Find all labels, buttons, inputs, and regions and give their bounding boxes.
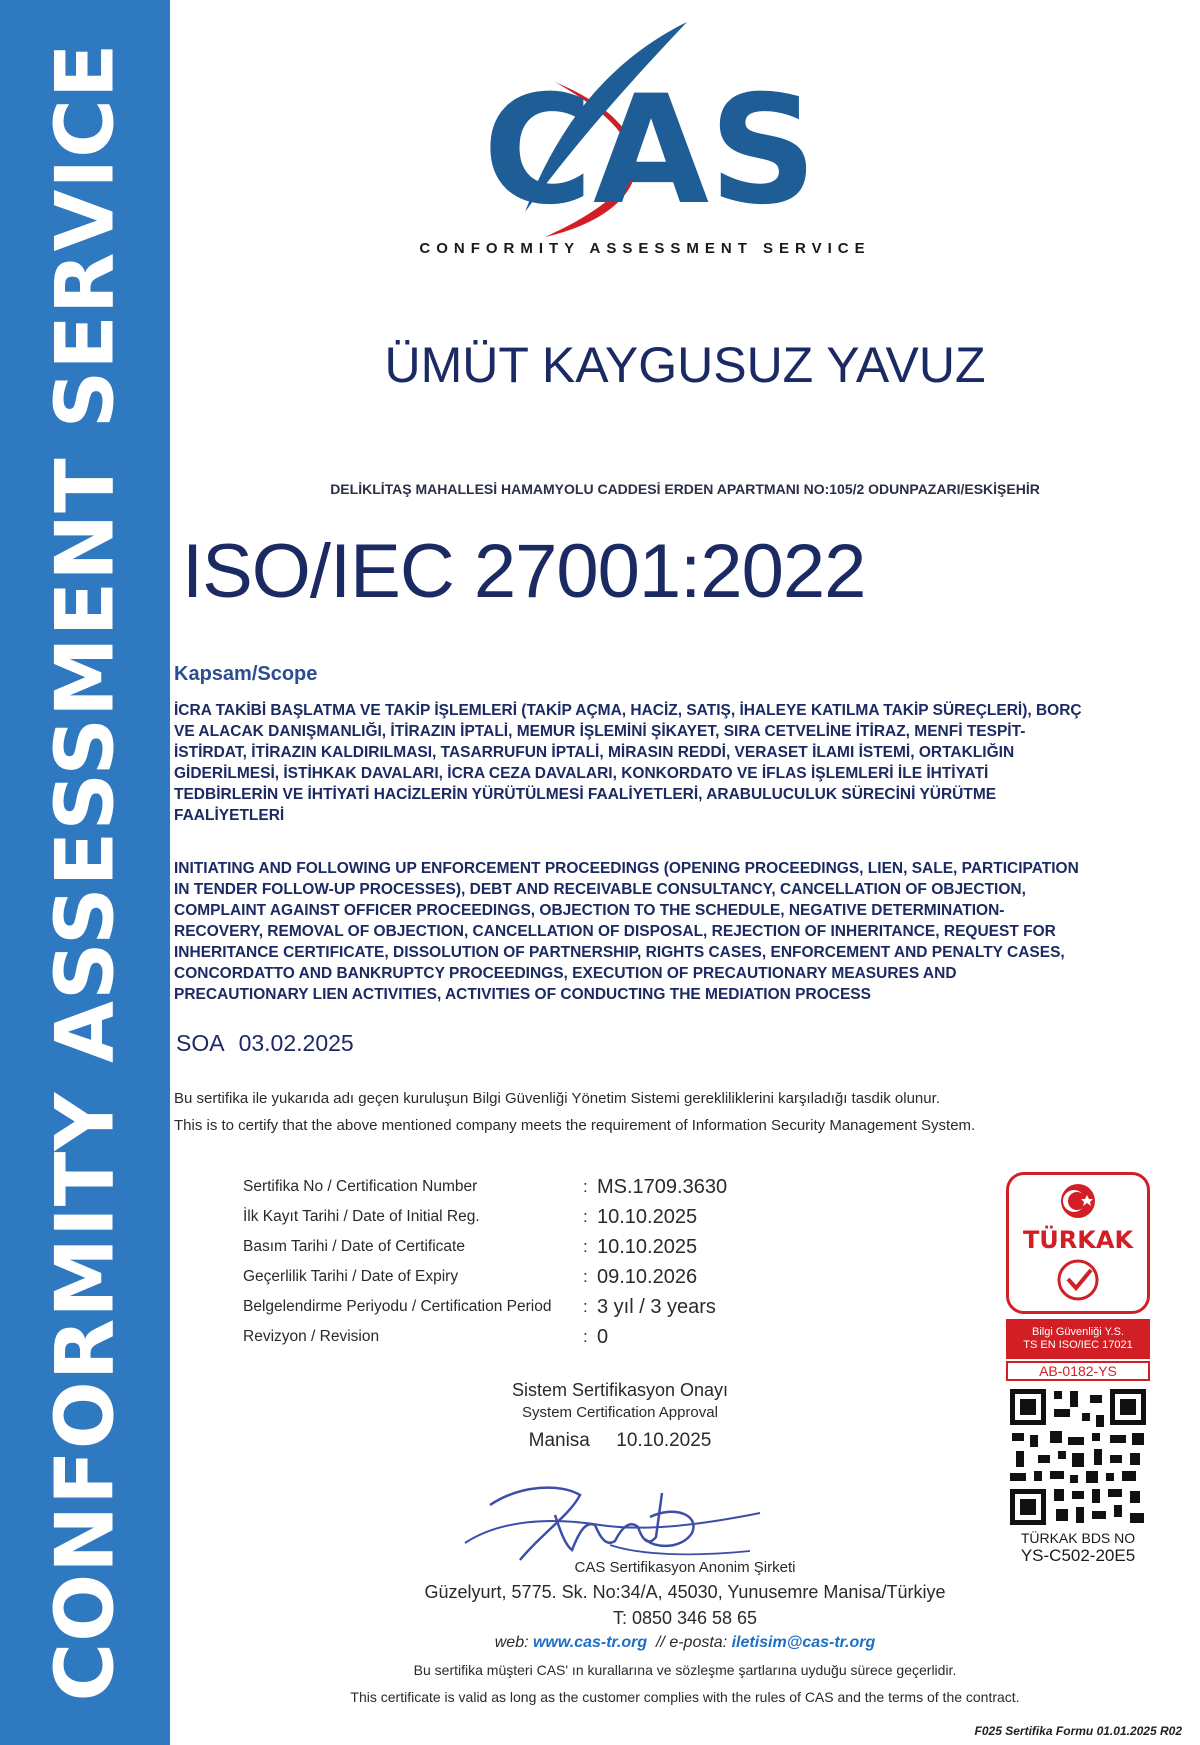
detail-value: 09.10.2026 bbox=[597, 1265, 698, 1288]
sidebar-title: CONFORMITY ASSESSMENT SERVICE bbox=[38, 42, 132, 1702]
detail-colon: : bbox=[583, 1267, 588, 1286]
turkak-accreditation-no: AB-0182-YS bbox=[1006, 1361, 1150, 1381]
footer-validity-tr: Bu sertifika müşteri CAS' ın kurallarına ve sözleşme şartlarına uyduğu sürece geçerlidir. bbox=[413, 1662, 957, 1678]
detail-row-expiry bbox=[243, 1262, 727, 1292]
scope-label: Kapsam/Scope bbox=[174, 663, 318, 685]
soa-label: SOA bbox=[176, 1030, 225, 1056]
turkak-line1: Bilgi Güvenliği Y.S. bbox=[1032, 1326, 1124, 1338]
soa-date: 03.02.2025 bbox=[238, 1030, 354, 1056]
detail-label: Revizyon / Revision bbox=[243, 1328, 380, 1345]
detail-value: MS.1709.3630 bbox=[597, 1175, 728, 1198]
detail-row-cert-date bbox=[243, 1232, 727, 1262]
footer-contact bbox=[250, 1634, 1120, 1652]
detail-colon: : bbox=[583, 1237, 588, 1256]
detail-row-period bbox=[243, 1292, 727, 1322]
detail-value: 3 yıl / 3 years bbox=[597, 1295, 716, 1318]
company-address: DELİKLİTAŞ MAHALLESİ HAMAMYOLU CADDESİ ERDEN APARTMANI NO:105/2 ODUNPAZARI/ESKİŞEHİR bbox=[330, 481, 1040, 497]
turkak-bds-label: TÜRKAK BDS NO bbox=[1020, 1530, 1136, 1546]
detail-value: 0 bbox=[597, 1325, 609, 1348]
detail-label: Sertifika No / Certification Number bbox=[243, 1178, 478, 1195]
certificate-details bbox=[243, 1172, 727, 1352]
turkak-check-icon bbox=[1059, 1261, 1097, 1299]
turkak-scope-band bbox=[1006, 1319, 1150, 1359]
footer-validity-en: This certificate is valid as long as the customer complies with the rules of CAS and the terms of the contract. bbox=[350, 1689, 1020, 1705]
form-code: F025 Sertifika Formu 01.01.2025 R02 bbox=[974, 1724, 1182, 1738]
detail-label: Basım Tarihi / Date of Certificate bbox=[243, 1238, 465, 1255]
scope-turkish bbox=[174, 700, 1164, 826]
contact-separator: // bbox=[655, 1634, 665, 1651]
qr-code-icon bbox=[1006, 1385, 1150, 1529]
footer-phone: T: 0850 346 58 65 bbox=[612, 1608, 758, 1628]
scope-en-line: IN TENDER FOLLOW-UP PROCESSES), DEBT AND RECEIVABLE CONSULTANCY, CANCELLATION OF OBJECTION, bbox=[174, 881, 1026, 898]
turkak-logo-box bbox=[1006, 1172, 1150, 1314]
scope-en-line: INHERITANCE CERTIFICATE, DISSOLUTION OF PARTNERSHIP, RIGHTS CASES, ENFORCEMENT AND PENALTY CASES, bbox=[174, 944, 1065, 961]
detail-row-initial-reg bbox=[243, 1202, 727, 1232]
website-link[interactable]: www.cas-tr.org bbox=[532, 1634, 648, 1651]
detail-label: İlk Kayıt Tarihi / Date of Initial Reg. bbox=[243, 1208, 480, 1225]
detail-row-revision bbox=[243, 1322, 727, 1352]
scope-en-line: PRECAUTIONARY LIEN ACTIVITIES, ACTIVITIES OF CONDUCTING THE MEDIATION PROCESS bbox=[174, 986, 871, 1003]
cas-logo bbox=[405, 22, 895, 262]
email-label: e-posta: bbox=[669, 1634, 728, 1651]
footer-company: CAS Sertifikasyon Anonim Şirketi bbox=[574, 1559, 796, 1576]
company-name: ÜMÜT KAYGUSUZ YAVUZ bbox=[384, 337, 986, 393]
scope-english bbox=[174, 858, 1164, 1005]
approval-title-tr: Sistem Sertifikasyon Onayı bbox=[511, 1380, 729, 1400]
scope-en-line: COMPLAINT AGAINST OFFICER PROCEEDINGS, OBJECTION TO THE SCHEDULE, NEGATIVE DETERMINATION- bbox=[174, 902, 1005, 919]
turkak-bds-number: YS-C502-20E5 bbox=[1020, 1546, 1136, 1565]
web-label: web: bbox=[494, 1634, 529, 1651]
detail-colon: : bbox=[583, 1327, 588, 1346]
logo-subtitle: CONFORMITY ASSESSMENT SERVICE bbox=[419, 240, 871, 257]
approval-title-en: System Certification Approval bbox=[522, 1404, 718, 1421]
detail-label: Geçerlilik Tarihi / Date of Expiry bbox=[243, 1268, 459, 1285]
certify-text-en: This is to certify that the above mentioned company meets the requirement of Information Security Management System. bbox=[174, 1117, 976, 1134]
scope-tr-line: İCRA TAKİBİ BAŞLATMA VE TAKİP İŞLEMLERİ (TAKİP AÇMA, HACİZ, SATIŞ, İHALEYE KATILMA TAKİP SÜREÇLERİ), BORÇ bbox=[174, 702, 1082, 719]
scope-en-line: RECOVERY, REMOVAL OF OBJECTION, CANCELLATION OF DISPOSAL, REJECTION OF INHERITANCE, REQUEST FOR bbox=[174, 923, 1056, 940]
scope-tr-line: TEDBİRLERİN VE İHTİYATİ HACİZLERİN YÜRÜTÜLMESİ FAALİYETLERİ, ARABULUCULUK SÜRECİNİ YÜRÜTME bbox=[174, 786, 997, 803]
turkak-line2: TS EN ISO/IEC 17021 bbox=[1023, 1339, 1133, 1351]
footer-address: Güzelyurt, 5775. Sk. No:34/A, 45030, Yunusemre Manisa/Türkiye bbox=[424, 1582, 946, 1602]
scope-tr-line: VE ALACAK DANIŞMANLIĞI, İTİRAZIN İPTALİ, MEMUR İŞLEMİNİ ŞİKAYET, SIRA CETVELİNE İTİRAZ, MENFİ TESPİT- bbox=[174, 723, 1026, 740]
turkak-logo-text: TÜRKAK bbox=[1022, 1226, 1134, 1254]
soa-line bbox=[176, 1030, 368, 1057]
turkak-logo bbox=[1009, 1175, 1147, 1311]
detail-colon: : bbox=[583, 1297, 588, 1316]
detail-colon: : bbox=[583, 1207, 588, 1226]
standard-title: ISO/IEC 27001:2022 bbox=[182, 529, 866, 614]
approval-place: Manisa bbox=[528, 1430, 590, 1451]
scope-tr-line: İSTİRDAT, İTİRAZIN KALDIRILMASI, TASARRUFUN İPTALİ, MİRASIN REDDİ, VERASET İLAMI İSTEMİ, ORTAKLIĞIN bbox=[174, 744, 1015, 761]
detail-label: Belgelendirme Periyodu / Certification Period bbox=[243, 1298, 552, 1315]
logo-text: CAS bbox=[482, 64, 818, 238]
detail-value: 10.10.2025 bbox=[597, 1205, 698, 1228]
detail-value: 10.10.2025 bbox=[597, 1235, 698, 1258]
scope-tr-line: FAALİYETLERİ bbox=[174, 807, 285, 824]
certify-text-tr: Bu sertifika ile yukarıda adı geçen kuruluşun Bilgi Güvenliği Yönetim Sistemi gerekliliklerini karşıladığı tasdik olunur. bbox=[174, 1090, 940, 1107]
email-link[interactable]: iletisim@cas-tr.org bbox=[731, 1634, 876, 1651]
approval-place-date bbox=[430, 1430, 810, 1452]
approval-date: 10.10.2025 bbox=[616, 1430, 712, 1451]
sidebar-band bbox=[0, 0, 170, 1745]
scope-en-line: INITIATING AND FOLLOWING UP ENFORCEMENT PROCEEDINGS (OPENING PROCEEDINGS, LIEN, SALE, PARTICIPATION bbox=[174, 860, 1079, 877]
scope-tr-line: GİDERİLMESİ, İSTİHKAK DAVALARI, İCRA CEZA DAVALARI, KONKORDATO VE İFLAS İŞLEMLERİ İLE İHTİYATİ bbox=[174, 765, 989, 782]
detail-row-cert-no bbox=[243, 1172, 727, 1202]
scope-en-line: CONCORDATTO AND BANKRUPTCY PROCEEDINGS, EXECUTION OF PRECAUTIONARY MEASURES AND bbox=[174, 965, 957, 982]
detail-colon: : bbox=[583, 1177, 588, 1196]
